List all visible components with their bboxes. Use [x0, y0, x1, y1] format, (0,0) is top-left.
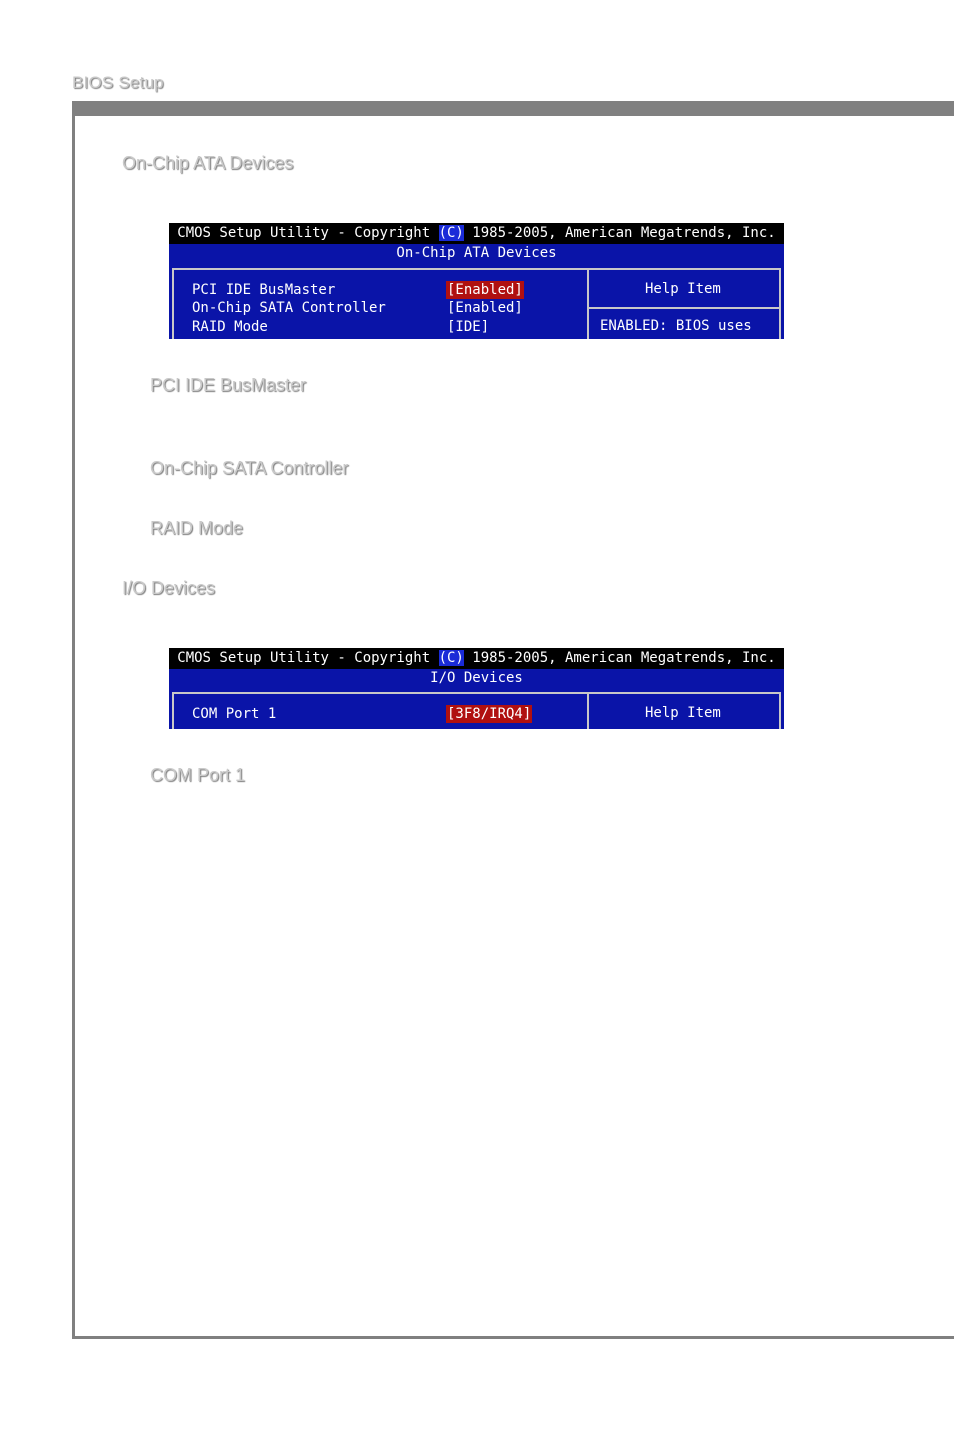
- bios-title-text: CMOS Setup Utility - Copyright: [177, 225, 439, 241]
- bios-screen-ata: [169, 223, 784, 339]
- bios-option-raid-mode[interactable]: RAID Mode: [192, 319, 268, 335]
- bios-value-pci-ide-busmaster[interactable]: [Enabled]: [447, 282, 523, 298]
- section-heading-io: I/O Devices: [122, 578, 216, 598]
- item-heading-pci-ide-busmaster: PCI IDE BusMaster: [150, 375, 307, 395]
- header-bar: [72, 101, 954, 116]
- section-heading-ata: On-Chip ATA Devices: [122, 153, 294, 173]
- bottom-rule: [72, 1336, 954, 1339]
- bios-option-pci-ide-busmaster[interactable]: PCI IDE BusMaster: [192, 282, 336, 298]
- item-heading-raid-mode: RAID Mode: [150, 518, 244, 538]
- item-heading-onchip-sata: On-Chip SATA Controller: [150, 458, 349, 478]
- bios-subtitle: I/O Devices: [169, 669, 784, 688]
- bios-option-onchip-sata[interactable]: On-Chip SATA Controller: [192, 300, 386, 316]
- bios-screen-io: [169, 648, 784, 729]
- bios-value-onchip-sata[interactable]: [Enabled]: [447, 300, 523, 316]
- bios-help-text: ENABLED: BIOS uses: [600, 318, 752, 334]
- bios-divider: [587, 270, 589, 339]
- bios-title-text-rest: 1985-2005, American Megatrends, Inc.: [463, 225, 776, 241]
- running-head: BIOS Setup: [72, 73, 164, 92]
- bios-title-bar: [169, 648, 784, 669]
- bios-title-highlight: (C): [438, 650, 464, 666]
- bios-value-raid-mode[interactable]: [IDE]: [447, 319, 490, 335]
- bios-option-com-port-1[interactable]: COM Port 1: [192, 706, 277, 722]
- bios-subtitle: On-Chip ATA Devices: [169, 244, 784, 263]
- bios-title-text-rest: 1985-2005, American Megatrends, Inc.: [463, 650, 776, 666]
- bios-title-bar: [169, 223, 784, 244]
- bios-value-com-port-1[interactable]: [3F8/IRQ4]: [447, 706, 532, 722]
- bios-help-title: Help Item: [645, 705, 721, 721]
- bios-divider: [587, 694, 589, 729]
- left-margin-rule: [72, 101, 75, 1339]
- bios-title-highlight: (C): [438, 225, 464, 241]
- bios-title-text: CMOS Setup Utility - Copyright: [177, 650, 439, 666]
- bios-help-title: Help Item: [645, 281, 721, 297]
- item-heading-com-port-1: COM Port 1: [150, 765, 246, 785]
- bios-help-rule: [589, 307, 779, 309]
